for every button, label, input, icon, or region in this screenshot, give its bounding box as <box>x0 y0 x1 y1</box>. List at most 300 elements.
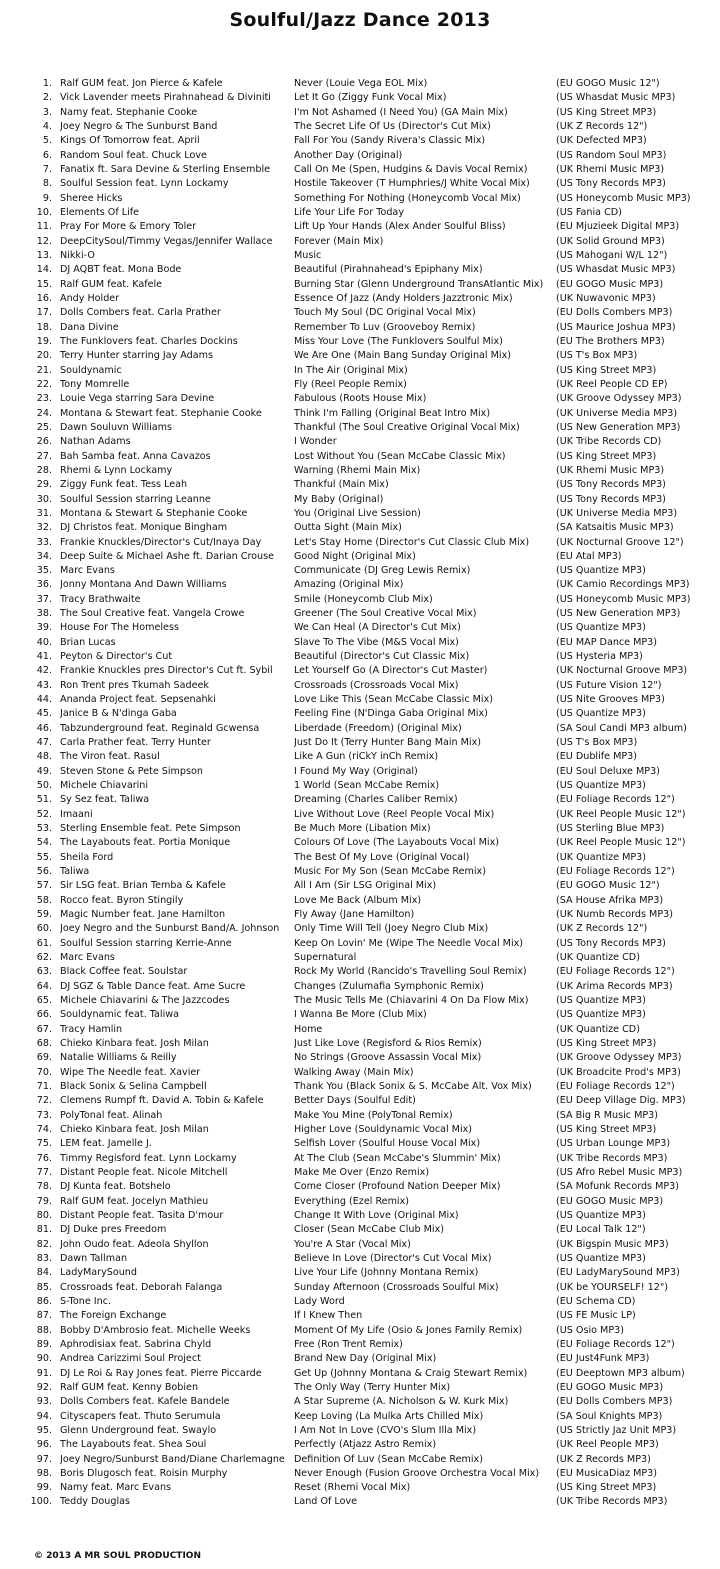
entry-label: (EU Dublife MP3) <box>556 751 638 763</box>
entry-label: (UK Reel People Music 12") <box>556 837 686 849</box>
entry-label: (EU Local Talk 12") <box>556 1224 646 1236</box>
entry-label: (UK Numb Records MP3) <box>556 909 673 921</box>
chart-entry <box>0 536 720 550</box>
entry-artist: DJ Christos feat. Monique Bingham <box>60 522 228 534</box>
entry-number: 48. <box>36 751 52 763</box>
entry-number: 44. <box>36 694 52 706</box>
entry-label: (EU Foliage Records 12") <box>556 794 675 806</box>
entry-track: Supernatural <box>294 952 357 964</box>
entry-artist: Black Coffee feat. Soulstar <box>60 966 188 978</box>
entry-track: Slave To The Vibe (M&S Vocal Mix) <box>294 636 459 648</box>
entry-number: 13. <box>36 249 52 261</box>
entry-number: 73. <box>36 1109 52 1121</box>
entry-label: (US Tony Records MP3) <box>556 178 666 190</box>
entry-label: (SA Soul Knights MP3) <box>556 1410 663 1422</box>
entry-artist: Terry Hunter starring Jay Adams <box>60 350 213 362</box>
entry-number: 11. <box>36 221 52 233</box>
entry-label: (UK Defected MP3) <box>556 135 647 147</box>
entry-artist: Black Sonix & Selina Campbell <box>60 1080 207 1092</box>
entry-artist: Chieko Kinbara feat. Josh Milan <box>60 1037 209 1049</box>
entry-track: Brand New Day (Original Mix) <box>294 1353 437 1365</box>
entry-label: (EU Atal MP3) <box>556 550 622 562</box>
chart-entry <box>0 607 720 621</box>
chart-entry <box>0 192 720 206</box>
entry-label: (UK Z Records MP3) <box>556 1453 651 1465</box>
entry-label: (US Quantize MP3) <box>556 1252 646 1264</box>
entry-artist: LadyMarySound <box>60 1267 137 1279</box>
entry-artist: Montana & Stewart & Stephanie Cooke <box>60 507 248 519</box>
entry-number: 63. <box>36 966 52 978</box>
chart-entry <box>0 120 720 134</box>
chart-entry <box>0 951 720 965</box>
entry-track: Changes (Zulumafia Symphonic Remix) <box>294 980 484 992</box>
entry-label: (US Fania CD) <box>556 206 622 218</box>
entry-number: 93. <box>36 1396 52 1408</box>
entry-label: (UK Universe Media MP3) <box>556 407 678 419</box>
chart-entry <box>0 1252 720 1266</box>
entry-track: Make You Mine (PolyTonal Remix) <box>294 1109 453 1121</box>
chart-entry <box>0 1381 720 1395</box>
chart-entry <box>0 163 720 177</box>
entry-track: Something For Nothing (Honeycomb Vocal Mix) <box>294 192 521 204</box>
entry-label: (US New Generation MP3) <box>556 421 681 433</box>
entry-label: (US Hysteria MP3) <box>556 651 643 663</box>
entry-number: 8. <box>42 178 52 190</box>
entry-track: Like A Gun (riCkY inCh Remix) <box>294 751 439 763</box>
entry-number: 94. <box>36 1410 52 1422</box>
entry-track: Keep Loving (La Mulka Arts Chilled Mix) <box>294 1410 484 1422</box>
chart-entry <box>0 292 720 306</box>
chart-entry <box>0 378 720 392</box>
entry-track: Smile (Honeycomb Club Mix) <box>294 593 433 605</box>
chart-entry <box>0 564 720 578</box>
entry-number: 62. <box>36 952 52 964</box>
entry-track: Make Me Over (Enzo Remix) <box>294 1166 430 1178</box>
entry-track: Thankful (The Soul Creative Original Vocal Mix) <box>294 421 520 433</box>
entry-track: Moment Of My Life (Osio & Jones Family Remix) <box>294 1324 523 1336</box>
entry-label: (US Quantize MP3) <box>556 565 646 577</box>
entry-artist: Souldynamic <box>60 364 122 376</box>
entry-number: 74. <box>36 1123 52 1135</box>
entry-artist: PolyTonal feat. Alinah <box>60 1109 163 1121</box>
chart-entry <box>0 1309 720 1323</box>
entry-number: 27. <box>36 450 52 462</box>
chart-entry <box>0 793 720 807</box>
entry-track: Never Enough (Fusion Groove Orchestra Vocal Mix) <box>294 1467 540 1479</box>
chart-entry <box>0 450 720 464</box>
entry-label: (EU GOGO Music MP3) <box>556 278 664 290</box>
entry-number: 24. <box>36 407 52 419</box>
entry-label: (EU GOGO Music 12") <box>556 78 660 89</box>
entry-artist: Ralf GUM feat. Jon Pierce & Kafele <box>60 78 223 89</box>
entry-label: (US Whasdat Music MP3) <box>556 264 676 276</box>
entry-label: (UK Universe Media MP3) <box>556 507 678 519</box>
chart-entry <box>0 1266 720 1280</box>
entry-track: Another Day (Original) <box>294 149 403 161</box>
entry-number: 12. <box>36 235 52 247</box>
entry-artist: Soulful Session starring Kerrie-Anne <box>60 937 232 949</box>
entry-label: (EU Dolls Combers MP3) <box>556 1396 673 1408</box>
entry-artist: Souldynamic feat. Taliwa <box>60 1009 179 1021</box>
entry-track: Good Night (Original Mix) <box>294 550 416 562</box>
entry-track: Closer (Sean McCabe Club Mix) <box>294 1224 444 1236</box>
chart-entry <box>0 922 720 936</box>
entry-number: 92. <box>36 1381 52 1393</box>
chart-entry <box>0 836 720 850</box>
entry-artist: Ziggy Funk feat. Tess Leah <box>60 479 188 491</box>
entry-artist: The Soul Creative feat. Vangela Crowe <box>60 608 245 620</box>
chart-entry <box>0 421 720 435</box>
chart-entry <box>0 1467 720 1481</box>
chart-entry <box>0 894 720 908</box>
entry-label: (UK Reel People CD EP) <box>556 378 668 390</box>
entry-track: The Only Way (Terry Hunter Mix) <box>294 1381 451 1393</box>
entry-track: Love Me Back (Album Mix) <box>294 894 422 906</box>
entry-artist: Ralf GUM feat. Kafele <box>60 278 163 290</box>
chart-entry <box>0 779 720 793</box>
entry-label: (US T's Box MP3) <box>556 350 638 362</box>
chart-entry <box>0 392 720 406</box>
entry-number: 75. <box>36 1138 52 1150</box>
chart-entry <box>0 693 720 707</box>
entry-number: 66. <box>36 1009 52 1021</box>
entry-track: Essence Of Jazz (Andy Holders Jazztronic Mix) <box>294 292 513 304</box>
entry-track: We Are One (Main Bang Sunday Original Mix) <box>294 350 511 362</box>
chart-entry <box>0 1352 720 1366</box>
chart-entry <box>0 321 720 335</box>
entry-number: 60. <box>36 923 52 935</box>
entry-track: Think I'm Falling (Original Beat Intro Mix) <box>294 407 491 419</box>
entry-artist: Namy feat. Marc Evans <box>60 1482 172 1494</box>
chart-entry <box>0 808 720 822</box>
entry-artist: DJ Kunta feat. Botshelo <box>60 1181 171 1193</box>
chart-entry <box>0 1008 720 1022</box>
chart-entry <box>0 1238 720 1252</box>
entry-track: Rock My World (Rancido's Travelling Soul Remix) <box>294 966 527 978</box>
chart-entry <box>0 1223 720 1237</box>
entry-number: 88. <box>36 1324 52 1336</box>
entry-number: 16. <box>36 292 52 304</box>
entry-label: (UK be YOURSELF! 12") <box>556 1281 668 1293</box>
entry-track: Amazing (Original Mix) <box>294 579 404 591</box>
entry-artist: Nikki-O <box>60 249 95 261</box>
entry-artist: Frankie Knuckles pres Director's Cut ft. Sybil <box>60 665 273 677</box>
entry-artist: Sheila Ford <box>60 851 114 863</box>
entry-label: (EU Dolls Combers MP3) <box>556 307 673 319</box>
entry-number: 50. <box>36 780 52 792</box>
entry-artist: Vick Lavender meets Pirahnahead & Diviniti <box>60 92 271 104</box>
entry-artist: Rocco feat. Byron Stingily <box>60 894 184 906</box>
entry-track: Fall For You (Sandy Rivera's Classic Mix) <box>294 135 486 147</box>
chart-entry <box>0 278 720 292</box>
entry-track: Lady Word <box>294 1295 345 1307</box>
entry-number: 82. <box>36 1238 52 1250</box>
entry-label: (EU Foliage Records 12") <box>556 966 675 978</box>
entry-label: (UK Bigspin Music MP3) <box>556 1238 669 1250</box>
entry-number: 9. <box>42 192 52 204</box>
entry-track: Lost Without You (Sean McCabe Classic Mix) <box>294 450 506 462</box>
chart-entry <box>0 1438 720 1452</box>
chart-entry <box>0 650 720 664</box>
entry-artist: Ananda Project feat. Sepsenahki <box>60 694 216 706</box>
entry-track: My Baby (Original) <box>294 493 384 505</box>
entry-number: 81. <box>36 1224 52 1236</box>
chart-entry <box>0 521 720 535</box>
entry-artist: Nathan Adams <box>60 436 131 448</box>
entry-artist: Janice B & N'dinga Gaba <box>60 708 177 720</box>
chart-entry <box>0 478 720 492</box>
chart-entry <box>0 937 720 951</box>
chart-entry <box>0 1410 720 1424</box>
entry-number: 14. <box>36 264 52 276</box>
entry-track: Burning Star (Glenn Underground TransAtlantic Mix) <box>294 278 544 290</box>
entry-track: Dreaming (Charles Caliber Remix) <box>294 794 458 806</box>
entry-artist: DJ Duke pres Freedom <box>60 1224 167 1236</box>
entry-number: 58. <box>36 894 52 906</box>
entry-track: Liberdade (Freedom) (Original Mix) <box>294 722 462 734</box>
entry-number: 34. <box>36 550 52 562</box>
entry-track: Crossroads (Crossroads Vocal Mix) <box>294 679 459 691</box>
entry-label: (UK Reel People Music 12") <box>556 808 686 820</box>
entry-label: (UK Groove Odyssey MP3) <box>556 393 682 405</box>
chart-entry <box>0 722 720 736</box>
entry-number: 6. <box>42 149 52 161</box>
chart-entry <box>0 1066 720 1080</box>
chart-entry <box>0 1123 720 1137</box>
entry-number: 83. <box>36 1252 52 1264</box>
entry-artist: House For The Homeless <box>60 622 179 634</box>
entry-artist: Ralf GUM feat. Jocelyn Mathieu <box>60 1195 209 1207</box>
entry-label: (US King Street MP3) <box>556 1482 657 1494</box>
entry-number: 96. <box>36 1439 52 1451</box>
entry-label: (US T's Box MP3) <box>556 737 638 749</box>
entry-artist: Wipe The Needle feat. Xavier <box>60 1066 201 1078</box>
entry-artist: Andrea Carizzimi Soul Project <box>60 1353 201 1365</box>
entry-track: I'm Not Ashamed (I Need You) (GA Main Mix) <box>294 106 508 118</box>
entry-number: 72. <box>36 1095 52 1107</box>
entry-track: Touch My Soul (DC Original Vocal Mix) <box>294 307 476 319</box>
entry-number: 84. <box>36 1267 52 1279</box>
entry-track: Definition Of Luv (Sean McCabe Remix) <box>294 1453 483 1465</box>
entry-track: Get Up (Johnny Montana & Craig Stewart Remix) <box>294 1367 528 1379</box>
entry-artist: Dolls Combers feat. Kafele Bandele <box>60 1396 230 1408</box>
entry-number: 53. <box>36 823 52 835</box>
entry-artist: LEM feat. Jamelle J. <box>60 1138 152 1150</box>
entry-artist: Dawn Tallman <box>60 1252 128 1264</box>
entry-track: Land Of Love <box>294 1496 358 1508</box>
entry-artist: Tracy Brathwaite <box>60 593 141 605</box>
entry-label: (US Nite Grooves MP3) <box>556 694 665 706</box>
entry-number: 57. <box>36 880 52 892</box>
entry-artist: Deep Suite & Michael Ashe ft. Darian Crouse <box>60 550 275 562</box>
chart-entry <box>0 149 720 163</box>
entry-track: I Am Not In Love (CVO's Slum Illa Mix) <box>294 1424 477 1436</box>
entry-track: I Wonder <box>294 436 337 448</box>
entry-number: 65. <box>36 995 52 1006</box>
chart-entry <box>0 1137 720 1151</box>
entry-artist: Jonny Montana And Dawn Williams <box>60 579 227 591</box>
entry-number: 23. <box>36 393 52 405</box>
entry-label: (EU Soul Deluxe MP3) <box>556 765 660 777</box>
entry-artist: Ron Trent pres Tkumah Sadeek <box>60 679 209 691</box>
entry-number: 54. <box>36 837 52 849</box>
entry-artist: Clemens Rumpf ft. David A. Tobin & Kafele <box>60 1095 264 1107</box>
entry-track: Love Like This (Sean McCabe Classic Mix) <box>294 694 494 706</box>
chart-entry <box>0 664 720 678</box>
chart-entry <box>0 493 720 507</box>
entry-number: 25. <box>36 421 52 433</box>
entry-artist: The Layabouts feat. Shea Soul <box>60 1439 207 1451</box>
entry-track: Come Closer (Profound Nation Deeper Mix) <box>294 1181 501 1193</box>
entry-track: Life Your Life For Today <box>294 206 404 218</box>
chart-entry <box>0 249 720 263</box>
entry-track: Beautiful (Pirahnahead's Epiphany Mix) <box>294 264 483 276</box>
entry-number: 35. <box>36 565 52 577</box>
entry-label: (UK Rhemi Music MP3) <box>556 464 665 476</box>
entry-track: Just Like Love (Regisford & Rios Remix) <box>294 1037 482 1049</box>
chart-entry <box>0 177 720 191</box>
entry-artist: Fanatix ft. Sara Devine & Sterling Ensemble <box>60 163 271 175</box>
entry-track: Free (Ron Trent Remix) <box>294 1338 403 1350</box>
entry-label: (US Future Vision 12") <box>556 679 662 691</box>
entry-track: Outta Sight (Main Mix) <box>294 522 402 534</box>
entry-artist: Random Soul feat. Chuck Love <box>60 149 207 161</box>
entry-artist: Sheree Hicks <box>60 192 123 204</box>
entry-track: Just Do It (Terry Hunter Bang Main Mix) <box>294 737 482 749</box>
entry-track: I Wanna Be More (Club Mix) <box>294 1009 427 1021</box>
entry-label: (US King Street MP3) <box>556 1037 657 1049</box>
entry-label: (SA Big R Music MP3) <box>556 1109 658 1121</box>
chart-entry <box>0 1281 720 1295</box>
entry-number: 64. <box>36 980 52 992</box>
chart-entry <box>0 306 720 320</box>
entry-label: (EU Foliage Records 12") <box>556 866 675 878</box>
chart-entry <box>0 1037 720 1051</box>
entry-track: No Strings (Groove Assassin Vocal Mix) <box>294 1052 482 1064</box>
chart-entry <box>0 1367 720 1381</box>
chart-entry <box>0 1481 720 1495</box>
entry-number: 45. <box>36 708 52 720</box>
entry-number: 4. <box>42 120 52 132</box>
chart-entry <box>0 1395 720 1409</box>
entry-label: (US New Generation MP3) <box>556 608 681 620</box>
entry-label: (UK Z Records 12") <box>556 923 648 935</box>
entry-track: Better Days (Soulful Edit) <box>294 1095 416 1107</box>
entry-artist: Tabzunderground feat. Reginald Gcwensa <box>60 722 260 734</box>
entry-label: (UK Solid Ground MP3) <box>556 235 665 247</box>
entry-label: (EU The Brothers MP3) <box>556 335 665 347</box>
entry-number: 20. <box>36 350 52 362</box>
entry-track: Music <box>294 249 322 261</box>
entry-track: Thankful (Main Mix) <box>294 479 389 491</box>
entry-label: (US King Street MP3) <box>556 364 657 376</box>
chart-entry <box>0 822 720 836</box>
entry-artist: Chieko Kinbara feat. Josh Milan <box>60 1123 209 1135</box>
entry-number: 51. <box>36 794 52 806</box>
entry-track: Lift Up Your Hands (Alex Ander Soulful Bliss) <box>294 221 506 233</box>
entry-track: Fabulous (Roots House Mix) <box>294 393 427 405</box>
entry-artist: Crossroads feat. Deborah Falanga <box>60 1281 223 1293</box>
entry-artist: Brian Lucas <box>60 636 116 648</box>
entry-artist: Peyton & Director's Cut <box>60 651 173 663</box>
entry-number: 99. <box>36 1482 52 1494</box>
entry-label: (SA Soul Candi MP3 album) <box>556 722 687 734</box>
entry-track: Selfish Lover (Soulful House Vocal Mix) <box>294 1138 481 1150</box>
entry-artist: Boris Dlugosch feat. Roisin Murphy <box>60 1467 228 1479</box>
entry-number: 17. <box>36 307 52 319</box>
chart-entry <box>0 77 720 91</box>
entry-number: 21. <box>36 364 52 376</box>
entry-track: Fly Away (Jane Hamilton) <box>294 909 415 921</box>
entry-artist: Joey Negro & The Sunburst Band <box>60 120 218 132</box>
entry-artist: DJ SGZ & Table Dance feat. Ame Sucre <box>60 980 246 992</box>
entry-label: (UK Nocturnal Groove MP3) <box>556 665 688 677</box>
entry-number: 38. <box>36 608 52 620</box>
entry-track: The Best Of My Love (Original Vocal) <box>294 851 470 863</box>
entry-number: 28. <box>36 464 52 476</box>
entry-track: If I Knew Then <box>294 1310 363 1322</box>
entry-number: 7. <box>42 163 52 175</box>
entry-label: (UK Nuwavonic MP3) <box>556 292 656 304</box>
chart-entry <box>0 1195 720 1209</box>
entry-label: (US Random Soul MP3) <box>556 149 667 161</box>
entry-number: 85. <box>36 1281 52 1293</box>
entry-number: 76. <box>36 1152 52 1164</box>
entry-label: (EU LadyMarySound MP3) <box>556 1267 680 1279</box>
entry-number: 67. <box>36 1023 52 1035</box>
entry-label: (EU Schema CD) <box>556 1295 636 1307</box>
entry-label: (EU GOGO Music MP3) <box>556 1195 664 1207</box>
entry-track: Communicate (DJ Greg Lewis Remix) <box>294 565 471 577</box>
entry-number: 39. <box>36 622 52 634</box>
entry-artist: Soulful Session starring Leanne <box>60 493 211 505</box>
entry-label: (EU Deep Village Dig. MP3) <box>556 1095 686 1107</box>
entry-number: 22. <box>36 378 52 390</box>
entry-number: 18. <box>36 321 52 333</box>
entry-number: 36. <box>36 579 52 591</box>
entry-track: 1 World (Sean McCabe Remix) <box>294 780 440 792</box>
entry-artist: Tracy Hamlin <box>60 1023 123 1035</box>
entry-label: (SA Mofunk Records MP3) <box>556 1181 680 1193</box>
chart-entry <box>0 593 720 607</box>
entry-number: 97. <box>36 1453 52 1465</box>
entry-track: Only Time Will Tell (Joey Negro Club Mix) <box>294 923 489 935</box>
entry-artist: S-Tone Inc. <box>60 1295 112 1307</box>
entry-number: 52. <box>36 808 52 820</box>
entry-track: The Music Tells Me (Chiavarini 4 On Da Flow Mix) <box>294 995 529 1006</box>
entry-number: 79. <box>36 1195 52 1207</box>
entry-artist: Imaani <box>60 808 93 820</box>
entry-artist: Steven Stone & Pete Simpson <box>60 765 203 777</box>
entry-track: Perfectly (Atjazz Astro Remix) <box>294 1439 437 1451</box>
entry-artist: Montana & Stewart feat. Stephanie Cooke <box>60 407 262 419</box>
entry-track: Forever (Main Mix) <box>294 235 384 247</box>
entry-label: (UK Broadcite Prod's MP3) <box>556 1066 681 1078</box>
entry-label: (UK Tribe Records MP3) <box>556 1152 668 1164</box>
entry-artist: Sterling Ensemble feat. Pete Simpson <box>60 823 241 835</box>
entry-artist: Bobby D'Ambrosio feat. Michelle Weeks <box>60 1324 251 1336</box>
entry-label: (UK Z Records 12") <box>556 120 648 132</box>
entry-number: 2. <box>42 92 52 104</box>
chart-entry <box>0 220 720 234</box>
entry-artist: Carla Prather feat. Terry Hunter <box>60 737 211 749</box>
entry-label: (US Quantize MP3) <box>556 1009 646 1021</box>
entry-track: The Secret Life Of Us (Director's Cut Mix) <box>294 120 491 132</box>
entry-artist: Natalie Williams & Reilly <box>60 1052 177 1064</box>
chart-entry <box>0 765 720 779</box>
entry-track: Greener (The Soul Creative Vocal Mix) <box>294 608 477 620</box>
entry-artist: Glenn Underground feat. Swaylo <box>60 1424 217 1436</box>
